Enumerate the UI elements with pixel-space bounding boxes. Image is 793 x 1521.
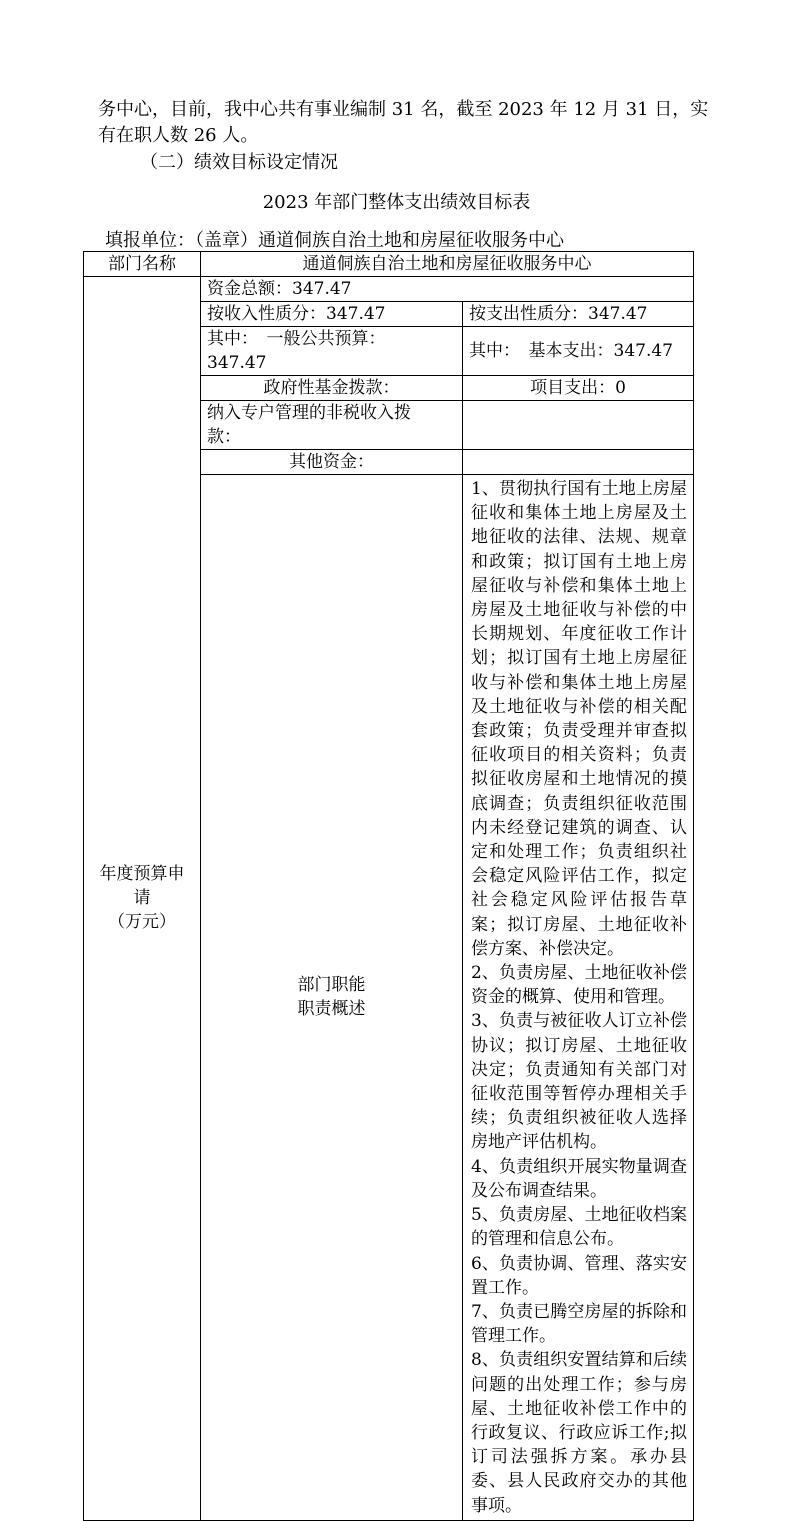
nontax-income	[201, 401, 463, 450]
duty-item: 5、负责房屋、土地征收档案的管理和信息公布。	[471, 1205, 687, 1250]
duty-item: 8、负责组织安置结算和后续问题的出处理工作；参与房屋、土地征收补偿工作中的行政复议、行政应诉工作;拟订司法强拆方案。承办县委、县人民政府交办的其他事项。	[471, 1350, 687, 1516]
project-expense: 项目支出：0	[463, 376, 694, 401]
general-budget-line-1: 其中： 一般公共预算：	[207, 329, 386, 349]
performance-target-table	[83, 251, 694, 1521]
other-funds-value	[463, 450, 694, 475]
table-title: 2023 年部门整体支出绩效目标表	[262, 192, 531, 213]
duties-label	[201, 475, 463, 1521]
duties-label-line-1: 部门职能	[297, 975, 366, 996]
duties-content	[463, 475, 694, 1521]
budget-label	[84, 277, 201, 1521]
general-budget-line-2: 347.47	[207, 353, 267, 373]
total-funds: 资金总额：347.47	[201, 277, 694, 302]
budget-label-line-3: （万元）	[108, 912, 176, 933]
by-expense: 按支出性质分：347.47	[463, 302, 694, 327]
gov-fund: 政府性基金拨款：	[201, 376, 463, 401]
dept-name-value: 通道侗族自治土地和房屋征收服务中心	[201, 252, 694, 277]
filler-unit: 填报单位：（盖章）通道侗族自治土地和房屋征收服务中心	[105, 230, 564, 251]
nontax-line-2: 款：	[207, 427, 241, 447]
intro-line-1: 务中心，目前，我中心共有事业编制 31 名，截至 2023 年 12 月 31 日，实	[98, 99, 709, 120]
other-funds: 其他资金：	[201, 450, 463, 475]
intro-line-2: 有在职人数 26 人。	[98, 125, 259, 146]
budget-label-line-2: 请	[133, 888, 151, 909]
basic-expense: 其中： 基本支出：347.47	[463, 327, 694, 376]
duty-item: 1、贯彻执行国有土地上房屋征收和集体土地上房屋及土地征收的法律、法规、规章和政策；拟订国有土地上房屋征收与补偿和集体土地上房屋及土地征收与补偿的中长期规划、年度征收工作计划；拟订国有土地上房屋征收与补偿和集体土地上房屋及土地征收与补偿的相关配套政策；负责受理并审查拟征收项目的相关资料；负责拟征收房屋和土地情况的摸底调查；负责组织征收范围内未经登记建筑的调查、认定和处理工作；负责组织社会稳定风险评估工作，拟定社会稳定风险评估报告草案；拟订房屋、土地征收补偿方案、补偿决定。	[471, 479, 687, 959]
section-heading: （二）绩效目标设定情况	[140, 152, 338, 173]
dept-name-label: 部门名称	[84, 252, 201, 277]
duties-label-line-2: 职责概述	[297, 999, 366, 1020]
general-budget	[201, 327, 463, 376]
by-income: 按收入性质分：347.47	[201, 302, 463, 327]
nontax-line-1: 纳入专户管理的非税收入拨	[207, 403, 411, 423]
duty-item: 7、负责已腾空房屋的拆除和管理工作。	[471, 1301, 687, 1347]
duty-item: 3、负责与被征收人订立补偿协议；拟订房屋、土地征收决定；负责通知有关部门对征收范围等暂停办理相关手续；负责组织被征收人选择房地产评估机构。	[471, 1011, 687, 1153]
duty-item: 2、负责房屋、土地征收补偿资金的概算、使用和管理。	[471, 963, 687, 1008]
nontax-value	[463, 401, 694, 450]
duty-item: 6、负责协调、管理、落实安置工作。	[471, 1253, 687, 1298]
budget-label-line-1: 年度预算申	[99, 864, 185, 885]
duty-item: 4、负责组织开展实物量调查及公布调查结果。	[471, 1156, 687, 1201]
